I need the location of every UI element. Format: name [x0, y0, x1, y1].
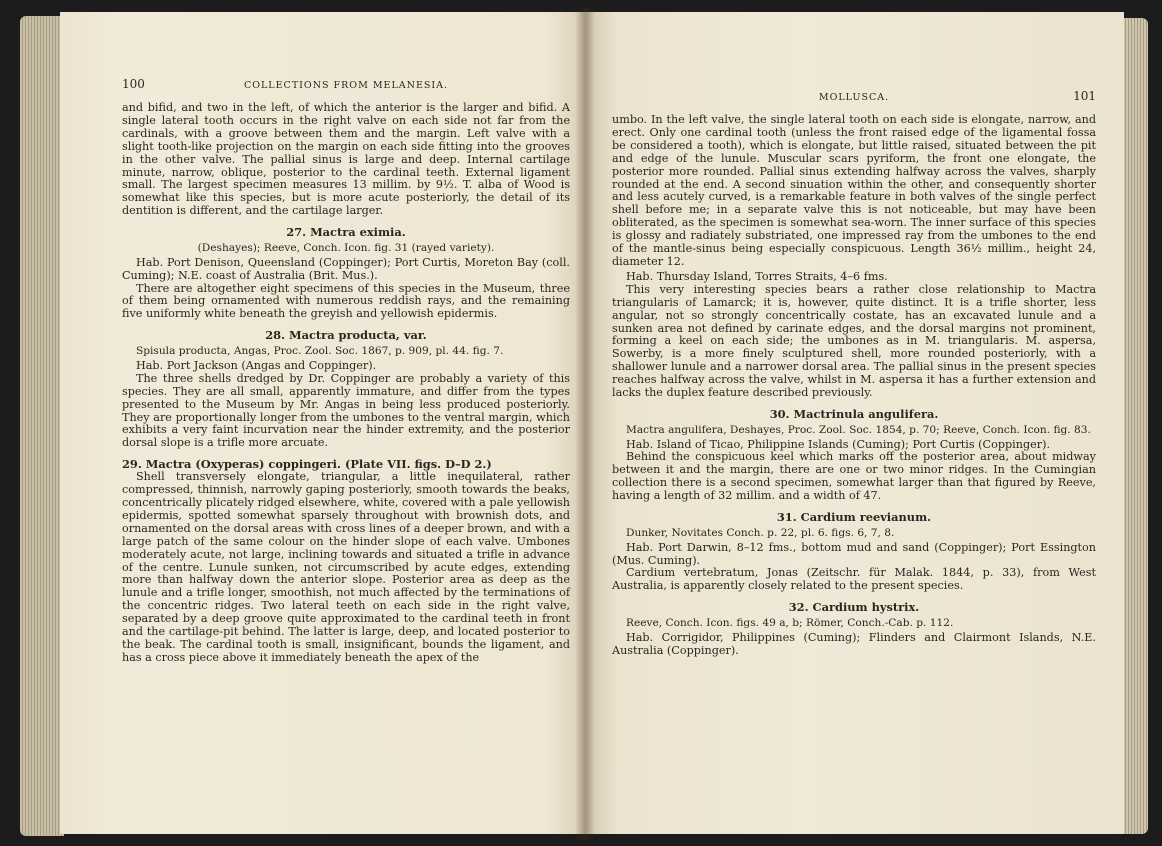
- left-page: [60, 12, 588, 834]
- species-heading: 32. Cardium hystrix.: [788, 600, 920, 615]
- habitat: Hab. Island of Ticao, Philippine Islands (Cuming); Port Curtis (Coppinger).: [626, 437, 1050, 451]
- habitat: Hab. Port Denison, Queensland (Coppinger); Port Curtis, Moreton Bay (coll. Cuming); N.E. coast of Australia (Brit. Mus.).: [122, 255, 570, 282]
- synonymy: (Deshayes); Reeve, Conch. Icon. fig. 31 (rayed variety).: [197, 242, 495, 255]
- running-title: MOLLUSCA.: [818, 92, 890, 103]
- species-heading: 27. Mactra eximia.: [286, 225, 406, 240]
- running-title: COLLECTIONS FROM MELANESIA.: [243, 80, 449, 91]
- description: The three shells dredged by Dr. Coppinger are probably a variety of this species. They are all small, apparently immature, and differ from the types presented to the Museum by Mr. Angas in being less produced posteriorly. They are proportionally longer from the umbones to the ventral margin, which exhibits a very faint incurvation near the hinder extremity, and the posterior dorsal slope is a trifle more arcuate.: [122, 371, 570, 450]
- intro-paragraph: and bifid, and two in the left, of which the anterior is the larger and bifid. A single lateral tooth occurs in the right valve on each side not far from the cardinals, with a groove between them and the margin. Left valve with a slight tooth-like projection on the margin on each side fitting into the grooves in the other valve. The pallial sinus is large and deep. Internal cartilage minute, narrow, oblique, posterior to the cardinal teeth. External ligament small. The largest specimen measures 13 millim. by 9½. T. alba of Wood is somewhat like this species, but is more acute posteriorly, the detail of its dentition is different, and the cartilage larger.: [122, 101, 570, 218]
- synonymy: Reeve, Conch. Icon. figs. 49 a, b; Römer, Conch.-Cab. p. 112.: [626, 617, 954, 630]
- habitat: Hab. Corrigidor, Philippines (Cuming); Flinders and Clairmont Islands, N.E. Australia (Coppinger).: [612, 630, 1096, 657]
- page-number: 100: [122, 77, 145, 91]
- description: Behind the conspicuous keel which marks off the posterior area, about midway between it and the margin, there are one or two minor ridges. In the Cumingian collection there is a second specimen, somewhat larger than that figured by Reeve, having a length of 32 millim. and a width of 47.: [612, 450, 1096, 503]
- habitat: Hab. Port Darwin, 8–12 fms., bottom mud and sand (Coppinger); Port Essington (Mus. Cuming).: [612, 540, 1096, 567]
- right-running-head: [612, 89, 1096, 108]
- open-book: [20, 8, 1148, 840]
- synonymy: Spisula producta, Angas, Proc. Zool. Soc. 1867, p. 909, pl. 44. fig. 7.: [136, 345, 504, 358]
- continuation-paragraph: umbo. In the left valve, the single lateral tooth on each side is elongate, narrow, and erect. Only one cardinal tooth (unless the front raised edge of the ligamental fossa be considered a tooth), which is elongate, but little raised, situated between the pit and edge of the lunule. Muscular scars pyriform, the front one elongate, the posterior more rounded. Pallial sinus extending halfway across the valves, sharply rounded at the end. A second sinuation within the other, and consequently shorter and less acutely curved, is a remarkable feature in both valves of the single perfect shell before me; in a separate valve this is not noticeable, but may have been obliterated, as the specimen is somewhat sea-worn. The inner surface of this species is glossy and radiately substriated, one impressed ray from the umbones to the end of the mantle-sinus being especially conspicuous. Length 36½ millim., height 24, diameter 12.: [612, 113, 1096, 268]
- description: Cardium vertebratum, Jonas (Zeitschr. für Malak. 1844, p. 33), from West Australia, is apparently closely related to the present species.: [612, 566, 1096, 593]
- right-page: [586, 12, 1124, 834]
- left-running-head: [122, 77, 570, 96]
- species-heading: 28. Mactra producta, var.: [265, 328, 427, 343]
- synonymy: Mactra angulifera, Deshayes, Proc. Zool. Soc. 1854, p. 70; Reeve, Conch. Icon. fig. 83.: [626, 423, 1091, 436]
- synonymy: Dunker, Novitates Conch. p. 22, pl. 6. figs. 6, 7, 8.: [626, 527, 895, 540]
- habitat: Hab. Thursday Island, Torres Straits, 4–6 fms.: [626, 269, 888, 283]
- habitat: Hab. Port Jackson (Angas and Coppinger).: [136, 358, 377, 372]
- species-heading: 31. Cardium reevianum.: [776, 510, 932, 525]
- description: Shell transversely elongate, triangular, a little inequilateral, rather compressed, thinnish, narrowly gaping posteriorly, smooth towards the beaks, concentrically plicately ridged elsewhere, white, covered with a pale yellowish epidermis, spotted somewhat sparsely throughout with brownish dots, and ornamented on the dorsal areas with cross lines of a deeper brown, and with a large patch of the same colour on the hinder slope of each valve. Umbones moderately acute, not large, inclining towards and situated a trifle in advance of the centre. Lunule sunken, not circumscribed by acute edges, extending more than halfway down the anterior slope. Posterior area as deep as the lunule and a trifle longer, smoothish, not much affected by the terminations of the concentric ridges. Two lateral teeth on each side in the right valve, separated by a deep groove quite approximated to the cardinal teeth in front and the cartilage-pit behind. The latter is large, deep, and located posterior to the beak. The cardinal tooth is small, insignificant, bounds the ligament, and has a cross piece above it immediately beneath the apex of the: [122, 470, 570, 664]
- book-gutter: [575, 8, 595, 840]
- description: There are altogether eight specimens of this species in the Museum, three of them being ornamented with numerous reddish rays, and the remaining five uniformly white beneath the greyish and yellowish epidermis.: [122, 281, 570, 321]
- page-edges-left: [20, 16, 64, 836]
- page-edges-right: [1122, 18, 1148, 834]
- remarks: This very interesting species bears a rather close relationship to Mactra triangularis of Lamarck; it is, however, quite distinct. It is a trifle shorter, less angular, not so strongly concentrically costate, has an excavated lunule and a sunken area not defined by carinate edges, and the dorsal margins not prominent, forming a keel on each side; the umbones as in M. triangularis. M. aspersa, Sowerby, is a more finely sculptured shell, more rounded posteriorly, with a shallower lunule and a narrower dorsal area. The pallial sinus in the present species reaches halfway across the valve, whilst in M. aspersa it has a further extension and lacks the duplex feature described previously.: [612, 282, 1096, 400]
- species-heading: 30. Mactrinula angulifera.: [769, 406, 939, 421]
- species-heading: 29. Mactra (Oxyperas) coppingeri. (Plate VII. figs. D–D 2.): [122, 457, 492, 472]
- page-number: 101: [1073, 89, 1096, 103]
